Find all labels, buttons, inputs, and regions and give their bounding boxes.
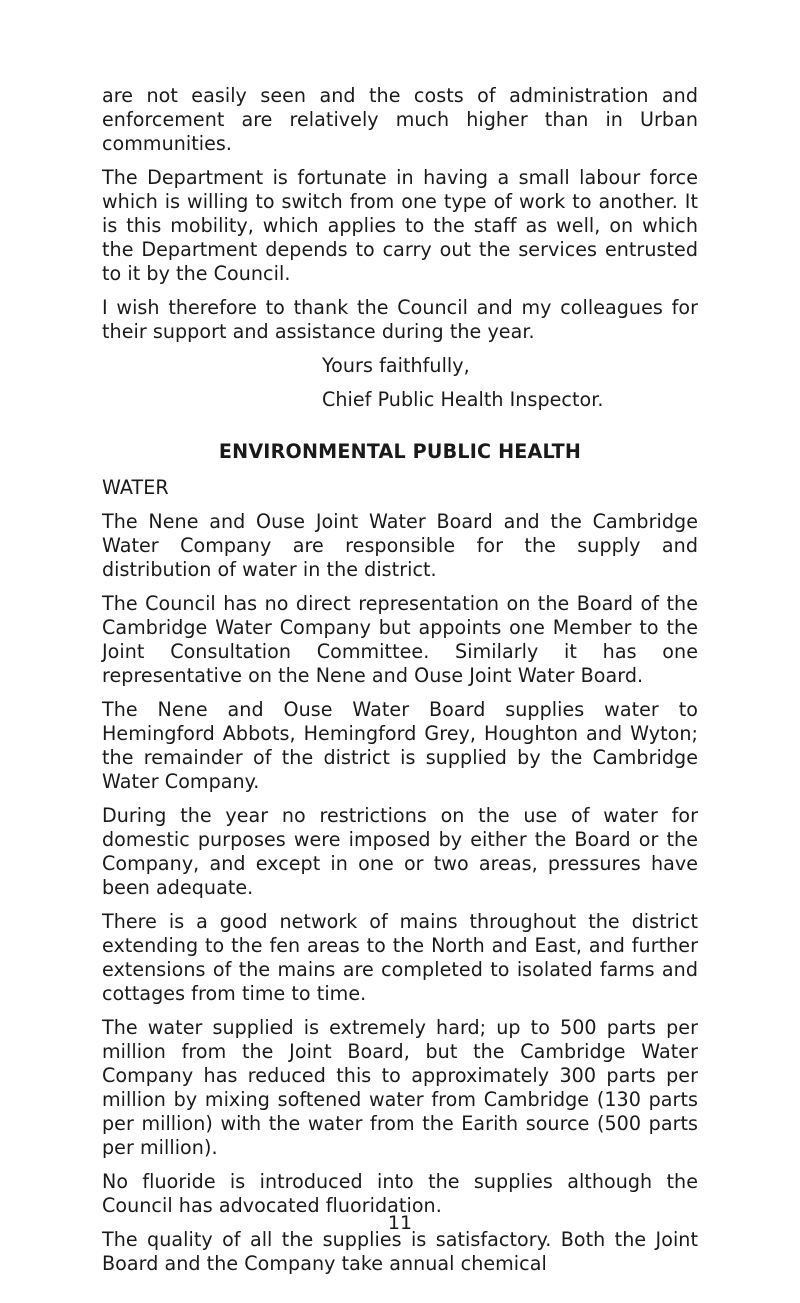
paragraph-labour-force: The Department is fortunate in having a small labour force which is willing to switch from one type of work to another. It is this mobility, which applies to the staff as well, on which the Department depends to carry out the services entrusted to it by the Council. (102, 166, 698, 285)
page-number: 11 (387, 1212, 413, 1234)
paragraph-hardness: The water supplied is extremely hard; up to 500 parts per million from the Joint Board, but the Cambridge Water Company has reduced this to approximately 300 parts per million by mixing softened water from Cambridge (130 parts per million) with the water from the Earith source (500 parts per million). (102, 1016, 698, 1159)
document-page (102, 84, 698, 1276)
section-heading: ENVIRONMENTAL PUBLIC HEALTH (218, 440, 582, 463)
paragraph-administration-costs: are not easily seen and the costs of administration and enforcement are relatively much higher than in Urban communities. (102, 84, 698, 155)
paragraph-mains-network: There is a good network of mains throughout the district extending to the fen areas to the North and East, and further extensions of the mains are completed to isolated farms and cottages from time to time. (102, 910, 698, 1005)
paragraph-restrictions: During the year no restrictions on the use of water for domestic purposes were imposed by either the Board or the Company, and except in one or two areas, pressures have been adequate. (102, 804, 698, 899)
paragraph-thanks: I wish therefore to thank the Council and my colleagues for their support and assistance during the year. (102, 296, 698, 343)
signoff-closing: Yours faithfully, (322, 354, 470, 377)
paragraph-water-supply: The Nene and Ouse Joint Water Board and the Cambridge Water Company are responsible for the supply and distribution of water in the district. (102, 510, 698, 581)
paragraph-fluoride: No fluoride is introduced into the supplies although the Council has advocated fluoridation. (102, 1170, 698, 1217)
signoff-title: Chief Public Health Inspector. (322, 388, 604, 411)
paragraph-quality: The quality of all the supplies is satisfactory. Both the Joint Board and the Company take annual chemical (102, 1228, 698, 1275)
paragraph-board-supplies: The Nene and Ouse Water Board supplies water to Hemingford Abbots, Hemingford Grey, Houghton and Wyton; the remainder of the district is supplied by the Cambridge Water Company. (102, 698, 698, 793)
paragraph-representation: The Council has no direct representation on the Board of the Cambridge Water Company but appoints one Member to the Joint Consultation Committee. Similarly it has one representative on the Nene and Ouse Joint Water Board. (102, 592, 698, 687)
subheading-water: WATER (102, 476, 169, 499)
